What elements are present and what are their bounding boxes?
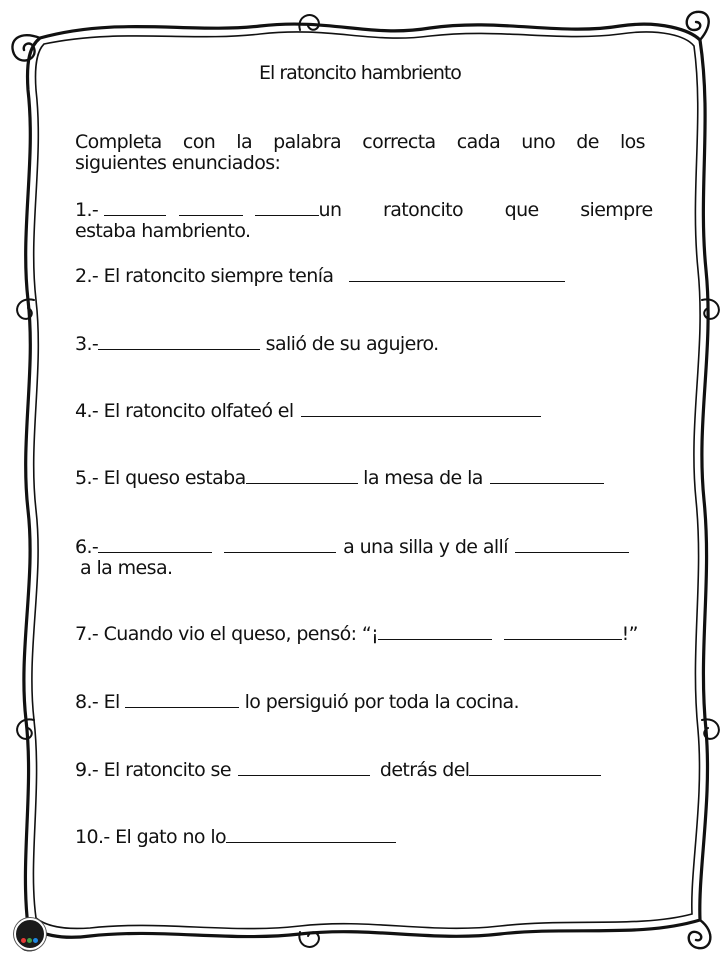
item-6 <box>75 536 645 558</box>
blank-field[interactable] <box>469 759 601 776</box>
item-5 <box>75 467 645 489</box>
blank-field[interactable] <box>301 400 541 417</box>
item-7-suffix: !” <box>621 623 638 645</box>
instructions-line-1: Completa con la palabra correcta cada uno de los <box>75 131 645 153</box>
item-7 <box>75 623 645 645</box>
blank-field[interactable] <box>125 691 239 708</box>
blank-field[interactable] <box>515 536 629 553</box>
blank-field[interactable] <box>98 333 260 350</box>
item-7-text: 7.- Cuando vio el queso, pensó: “¡ <box>75 623 379 645</box>
item-4-text: 4.- El ratoncito olfateó el <box>75 400 294 422</box>
item-3 <box>75 333 645 355</box>
blank-field[interactable] <box>504 623 622 640</box>
item-9 <box>75 759 645 781</box>
item-2-text: 2.- El ratoncito siempre tenía <box>75 265 334 287</box>
item-3-number: 3.- <box>75 333 99 355</box>
logo-badge-icon <box>14 918 46 950</box>
item-1 <box>75 199 653 221</box>
item-1-text-value: un ratoncito que siempre <box>318 199 653 221</box>
blank-field[interactable] <box>255 199 319 216</box>
blank-field[interactable] <box>238 759 370 776</box>
item-10-text: 10.- El gato no lo <box>75 826 227 848</box>
item-4 <box>75 400 645 422</box>
blank-field[interactable] <box>224 536 336 553</box>
item-1-text <box>319 199 653 221</box>
blank-field[interactable] <box>349 265 565 282</box>
item-8 <box>75 691 645 713</box>
instructions-line-2: siguientes enunciados: <box>75 152 281 174</box>
blank-field[interactable] <box>490 467 604 484</box>
item-10 <box>75 826 645 848</box>
item-9-text: 9.- El ratoncito se <box>75 759 231 781</box>
item-8-text: 8.- El <box>75 691 120 713</box>
item-5-text: 5.- El queso estaba <box>75 467 246 489</box>
item-5-middle: la mesa de la <box>363 467 483 489</box>
blank-field[interactable] <box>179 199 243 216</box>
blank-field[interactable] <box>104 199 166 216</box>
item-3-text: salió de su agujero. <box>265 333 439 355</box>
blank-field[interactable] <box>378 623 492 640</box>
blank-field[interactable] <box>98 536 212 553</box>
item-8-suffix: lo persiguió por toda la cocina. <box>244 691 519 713</box>
item-9-middle: detrás del <box>379 759 470 781</box>
item-6-line-2: a la mesa. <box>80 557 173 579</box>
item-1-line-2: estaba hambriento. <box>75 220 251 242</box>
item-1-number: 1.- <box>75 199 99 221</box>
blank-field[interactable] <box>226 826 396 843</box>
worksheet-title: El ratoncito hambriento <box>259 62 461 84</box>
item-6-middle: a una silla y de allí <box>343 536 508 558</box>
item-6-number: 6.- <box>75 536 99 558</box>
blank-field[interactable] <box>246 467 358 484</box>
item-2 <box>75 265 645 287</box>
